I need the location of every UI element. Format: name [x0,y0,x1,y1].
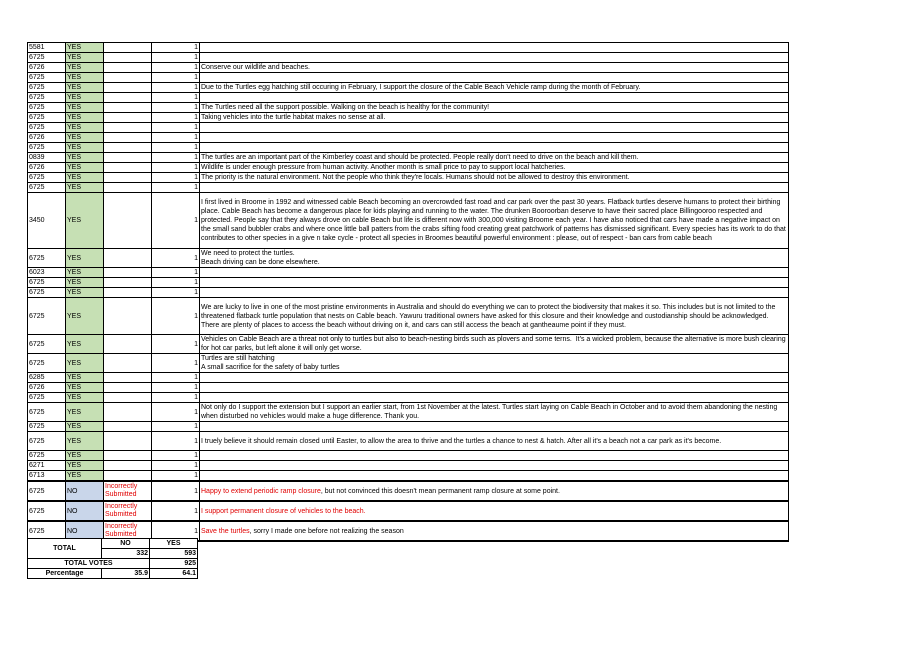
postcode-cell: 0839 [28,153,66,163]
vote-cell: NO [66,521,104,541]
comment-cell [200,373,789,383]
vote-cell: YES [66,73,104,83]
vote-cell: YES [66,183,104,193]
count-cell: 1 [152,403,200,422]
table-row [28,83,789,93]
table-row [28,451,789,461]
postcode-cell: 6725 [28,432,66,451]
flag-cell [104,153,152,163]
vote-cell: YES [66,153,104,163]
vote-cell: YES [66,249,104,268]
vote-cell: YES [66,278,104,288]
comment-cell: The turtles are an important part of the Kimberley coast and should be protected. People really don't need to drive on the beach and kill them. [200,153,789,163]
postcode-cell: 6725 [28,451,66,461]
comment-cell [200,471,789,482]
comment-cell [200,43,789,53]
postcode-cell: 6725 [28,393,66,403]
comment-cell [200,501,789,521]
flag-cell [104,373,152,383]
table-row [28,103,789,113]
postcode-cell: 6271 [28,461,66,471]
postcode-cell: 6725 [28,123,66,133]
vote-cell: YES [66,335,104,354]
count-cell: 1 [152,383,200,393]
flag-cell: Incorrectly Submitted [104,521,152,541]
vote-cell: YES [66,354,104,373]
postcode-cell: 6725 [28,143,66,153]
table-row [28,422,789,432]
postcode-cell: 6725 [28,354,66,373]
comment-cell: The Turtles need all the support possible. Walking on the beach is healthy for the community! [200,103,789,113]
postcode-cell: 6725 [28,173,66,183]
count-cell: 1 [152,113,200,123]
comment-cell [200,278,789,288]
count-cell: 1 [152,288,200,298]
comment-cell: Due to the Turtles egg hatching still occuring in February, I support the closure of the Cable Beach Vehicle ramp during the month of February. [200,83,789,93]
postcode-cell: 6713 [28,471,66,482]
vote-cell: YES [66,288,104,298]
count-cell: 1 [152,123,200,133]
count-cell: 1 [152,501,200,521]
table-row [28,403,789,422]
table-row [28,249,789,268]
count-cell: 1 [152,521,200,541]
table-row [28,153,789,163]
count-cell: 1 [152,471,200,482]
comment-cell: Happy to extend periodic ramp closure, but not convinced this doesn't mean permanent ramp closure at some point. [200,481,789,501]
postcode-cell: 6726 [28,63,66,73]
postcode-cell: 6285 [28,373,66,383]
flag-cell [104,73,152,83]
postcode-cell: 6725 [28,335,66,354]
flag-cell [104,422,152,432]
flag-cell [104,471,152,482]
no-percentage: 35.9 [102,569,150,579]
comment-cell [200,123,789,133]
yes-percentage: 64.1 [150,569,198,579]
count-cell: 1 [152,63,200,73]
yes-header: YES [150,539,198,549]
count-cell: 1 [152,335,200,354]
table-row [28,501,789,521]
flag-cell [104,288,152,298]
comment-cell: Vehicles on Cable Beach are a threat not only to turtles but also to beach-nesting birds such as plovers and some terns. It's a wicked problem, because the alternative is more bush clearing for hot car parks, but left alone it will only get worse. [201,336,788,352]
vote-cell: YES [66,143,104,153]
count-cell: 1 [152,163,200,173]
vote-cell: YES [66,298,104,335]
flag-cell [104,383,152,393]
comment-cell [200,73,789,83]
flag-cell [104,249,152,268]
postcode-cell: 6725 [28,53,66,63]
vote-cell: YES [66,173,104,183]
comment-cell [200,422,789,432]
postcode-cell: 6725 [28,93,66,103]
no-header: NO [102,539,150,549]
highlighted-text: Happy to extend periodic ramp closure [201,487,321,495]
comment-cell [200,383,789,393]
table-row [28,173,789,183]
vote-cell: YES [66,268,104,278]
table-row [28,471,789,482]
table-row [28,335,789,354]
flag-cell [104,193,152,249]
table-row [28,183,789,193]
postcode-cell: 6725 [28,521,66,541]
flag-cell [104,63,152,73]
postcode-cell: 6725 [28,422,66,432]
postcode-cell: 6725 [28,501,66,521]
postcode-cell: 6725 [28,403,66,422]
flag-cell [104,268,152,278]
comment-cell [200,133,789,143]
table-row [28,53,789,63]
flag-cell [104,183,152,193]
count-cell: 1 [152,278,200,288]
count-cell: 1 [152,249,200,268]
percentage-row [28,569,198,579]
postcode-cell: 6725 [28,183,66,193]
postcode-cell: 6725 [28,298,66,335]
highlighted-text: I support permanent closure of vehicles to the beach. [201,507,366,515]
vote-cell: YES [66,93,104,103]
table-row [28,278,789,288]
count-cell: 1 [152,461,200,471]
count-cell: 1 [152,481,200,501]
flag-cell [104,103,152,113]
comment-cell [200,183,789,193]
comment-cell: We need to protect the turtles. Beach driving can be done elsewhere. [200,249,789,268]
postcode-cell: 6725 [28,288,66,298]
comment-cell: We are lucky to live in one of the most pristine environments in Australia and should do everything we can to protect the biodiversity that makes it so. This includes but is not limited to the threatened flatback turtle population that nests on Cable beach. Yawuru traditional owners have asked for this closure and their knowledge and custodianship should be acknowledged. There are plenty of places to access the beach without driving on it, and cars can still access the beach at gantheaume point if they must. [200,298,789,335]
total-votes-label: TOTAL VOTES [28,559,150,569]
totals-table [27,538,198,579]
count-cell: 1 [152,451,200,461]
comment-cell: Taking vehicles into the turtle habitat makes no sense at all. [200,113,789,123]
flag-cell [104,173,152,183]
vote-cell: YES [66,193,104,249]
comment-cell: Not only do I support the extension but I support an earlier start, from 1st November at the latest. Turtles start laying on Cable Beach in October and to avoid them abandoning the nesting when disturbed no vehicles would make a huge difference. Thank you. [200,403,789,422]
comment-cell: Save the turtles, sorry I made one before not realizing the season [200,521,789,541]
flag-cell [104,335,152,354]
flag-cell [104,163,152,173]
table-row [28,193,789,249]
yes-count: 593 [150,549,198,559]
table-row [28,373,789,383]
count-cell: 1 [152,298,200,335]
comment-cell [200,461,789,471]
postcode-cell: 3450 [28,193,66,249]
table-row [28,63,789,73]
table-row [28,73,789,83]
table-row [28,268,789,278]
vote-cell: YES [66,113,104,123]
count-cell: 1 [152,133,200,143]
vote-cell: YES [66,373,104,383]
total-label: TOTAL [28,539,102,559]
count-cell: 1 [152,422,200,432]
flag-cell [104,83,152,93]
table-row [28,123,789,133]
vote-cell: NO [66,501,104,521]
count-cell: 1 [152,183,200,193]
vote-cell: NO [66,481,104,501]
vote-cell: YES [66,471,104,482]
flag-cell [104,143,152,153]
count-cell: 1 [152,73,200,83]
postcode-cell: 5581 [28,43,66,53]
count-cell: 1 [152,103,200,113]
submissions-body [28,43,789,542]
table-row [28,93,789,103]
comment-cell: The priority is the natural environment. Not the people who think they're locals. Humans should not be allowed to destroy this environment. [200,173,789,183]
vote-cell: YES [66,163,104,173]
count-cell: 1 [152,173,200,183]
comment-cell: I truely believe it should remain closed until Easter, to allow the area to thrive and the turtles a chance to nest & hatch. After all it's a beach not a car park as it's become. [200,432,789,451]
total-votes-row [28,559,198,569]
vote-cell: YES [66,123,104,133]
vote-cell: YES [66,103,104,113]
flag-cell [104,93,152,103]
percentage-label: Percentage [28,569,102,579]
count-cell: 1 [152,268,200,278]
flag-cell [104,133,152,143]
submissions-table [27,42,789,542]
flag-cell [104,278,152,288]
postcode-cell: 6725 [28,481,66,501]
flag-cell [104,461,152,471]
count-cell: 1 [152,83,200,93]
vote-cell: YES [66,63,104,73]
table-row [28,354,789,373]
vote-cell: YES [66,422,104,432]
postcode-cell: 6726 [28,383,66,393]
vote-cell: YES [66,451,104,461]
table-row [28,481,789,501]
table-row [28,432,789,451]
vote-cell: YES [66,393,104,403]
totals-header-row [28,539,198,549]
table-row [28,143,789,153]
count-cell: 1 [152,373,200,383]
count-cell: 1 [152,143,200,153]
flag-cell [104,113,152,123]
count-cell: 1 [152,153,200,163]
count-cell: 1 [152,93,200,103]
flag-cell: Incorrectly Submitted [104,481,152,501]
table-row [28,298,789,335]
table-row [28,113,789,123]
postcode-cell: 6725 [28,249,66,268]
comment-cell [200,93,789,103]
count-cell: 1 [152,193,200,249]
vote-cell: YES [66,432,104,451]
vote-cell: YES [66,53,104,63]
comment-cell: Wildlife is under enough pressure from human activity. Another month is small price to pay to support local hatcheries. [200,163,789,173]
comment-cell [200,451,789,461]
table-row [28,393,789,403]
comment-cell [200,393,789,403]
postcode-cell: 6726 [28,133,66,143]
count-cell: 1 [152,393,200,403]
flag-cell: Incorrectly Submitted [104,501,152,521]
comment-cell [200,53,789,63]
vote-cell: YES [66,461,104,471]
comment-cell: I first lived in Broome in 1992 and witnessed cable Beach becoming an overcrowded fast road and car park over the past 30 years. Flatback turtles deserve humans to protect their birthing place. Cable Beach has become a dangerous place for kids playing and running to the water. The drunken Booroorban deserve to have their sacred place Billingooroo respected and protected. People say that they always drove on cable Beach but life is different now with 300,000 visiting Broome each year. I have also noticed that cars have made a negative impact on the small sand bubbler crabs and where once little ball patters from the crabs sifting food creating great patchwork of patterns has dismissed significant. Every species has its work to do that contributes to other species in a give n take cycle - protect all species in Broomes beautiful powerful environment : please, out of respect - ban cars from cable beach [200,193,789,249]
comment-cell: Conserve our wildlife and beaches. [200,63,789,73]
count-cell: 1 [152,354,200,373]
flag-cell [104,403,152,422]
count-cell: 1 [152,43,200,53]
postcode-cell: 6725 [28,103,66,113]
flag-cell [104,393,152,403]
postcode-cell: 6725 [28,278,66,288]
comment-cell [200,268,789,278]
flag-cell [104,43,152,53]
no-count: 332 [102,549,150,559]
postcode-cell: 6725 [28,113,66,123]
vote-cell: YES [66,133,104,143]
table-row [28,288,789,298]
flag-cell [104,298,152,335]
flag-cell [104,432,152,451]
postcode-cell: 6726 [28,163,66,173]
count-cell: 1 [152,53,200,63]
vote-cell: YES [66,83,104,93]
table-row [28,461,789,471]
table-row [28,43,789,53]
postcode-cell: 6023 [28,268,66,278]
comment-cell [200,288,789,298]
postcode-cell: 6725 [28,73,66,83]
vote-cell: YES [66,43,104,53]
table-row [28,163,789,173]
table-row [28,133,789,143]
postcode-cell: 6725 [28,83,66,93]
flag-cell [104,123,152,133]
flag-cell [104,354,152,373]
table-row [28,383,789,393]
comment-cell: Turtles are still hatching A small sacrifice for the safety of baby turtles [200,354,789,373]
total-votes-value: 925 [150,559,198,569]
comment-cell [200,143,789,153]
vote-cell: YES [66,383,104,393]
count-cell: 1 [152,432,200,451]
highlighted-text: Save the turtles [201,527,250,535]
flag-cell [104,53,152,63]
vote-cell: YES [66,403,104,422]
flag-cell [104,451,152,461]
